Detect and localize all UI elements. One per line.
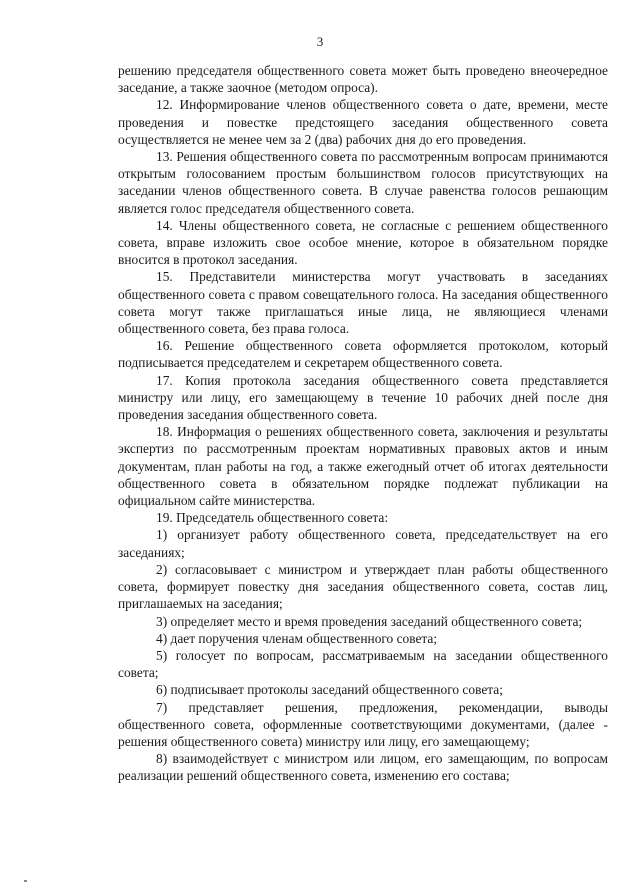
paragraph-12: 12. Информирование членов общественного совета о дате, времени, месте проведения и повестке предстоящего заседания общественного совета осуществляется не менее чем за 2 (два) рабочих дня до его проведения. <box>118 97 608 147</box>
list-item-7: 7) представляет решения, предложения, рекомендации, выводы общественного совета, оформленные соответствующими документами, (далее - решения общественного совета) министру или лицу, его замещающему; <box>118 699 608 749</box>
paragraph-16: 16. Решение общественного совета оформляется протоколом, который подписывается председателем и секретарем общественного совета. <box>118 338 608 371</box>
paragraph-15: 15. Представители министерства могут участвовать в заседаниях общественного совета с правом совещательного голоса. На заседания общественного совета могут также приглашаться иные лица, не являющиеся членами общественного совета, без права голоса. <box>118 269 608 337</box>
list-item-6: 6) подписывает протоколы заседаний общественного совета; <box>156 682 503 698</box>
paragraph-18: 18. Информация о решениях общественного совета, заключения и результаты экспертиз по рассмотренным проектам нормативных правовых актов и иным документам, план работы на год, а также ежегодный отчет об итогах деятельности общественного совета в обязательном порядке подлежат публикации на официальном сайте министерства. <box>118 424 608 509</box>
paragraph-19: 19. Председатель общественного совета: <box>156 510 389 526</box>
scan-artifact-mark <box>24 880 27 882</box>
paragraph-17: 17. Копия протокола заседания общественного совета представляется министру или лицу, его замещающему в течение 10 рабочих дней после дня проведения заседания общественного совета. <box>118 372 608 423</box>
list-item-3: 3) определяет место и время проведения заседаний общественного совета; <box>156 613 583 629</box>
list-item-2: 2) согласовывает с министром и утверждает план работы общественного совета, формирует повестку дня заседания общественного совета, состав лиц, приглашаемых на заседания; <box>118 561 608 612</box>
document-body <box>118 62 608 785</box>
list-item-4: 4) дает поручения членам общественного совета; <box>156 630 438 646</box>
list-item-8: 8) взаимодействует с министром или лицом, его замещающим, по вопросам реализации решений общественного совета, изменению его состава; <box>118 751 608 784</box>
paragraph-14: 14. Члены общественного совета, не согласные с решением общественного совета, вправе изложить свое особое мнение, которое в обязательном порядке вносится в протокол заседания. <box>118 217 608 268</box>
paragraph-13: 13. Решения общественного совета по рассмотренным вопросам принимаются открытым голосованием простым большинством голосов присутствующих на заседании членов общественного совета. В случае равенства голосов решающим является голос председателя общественного совета. <box>118 149 608 216</box>
list-item-5: 5) голосует по вопросам, рассматриваемым на заседании общественного совета; <box>118 647 608 681</box>
page-number: 3 <box>316 34 324 49</box>
list-item-1: 1) организует работу общественного совета, председательствует на его заседаниях; <box>118 527 608 560</box>
paragraph-continuation: решению председателя общественного совета может быть проведено внеочередное заседание, а также заочное (методом опроса). <box>118 63 608 96</box>
